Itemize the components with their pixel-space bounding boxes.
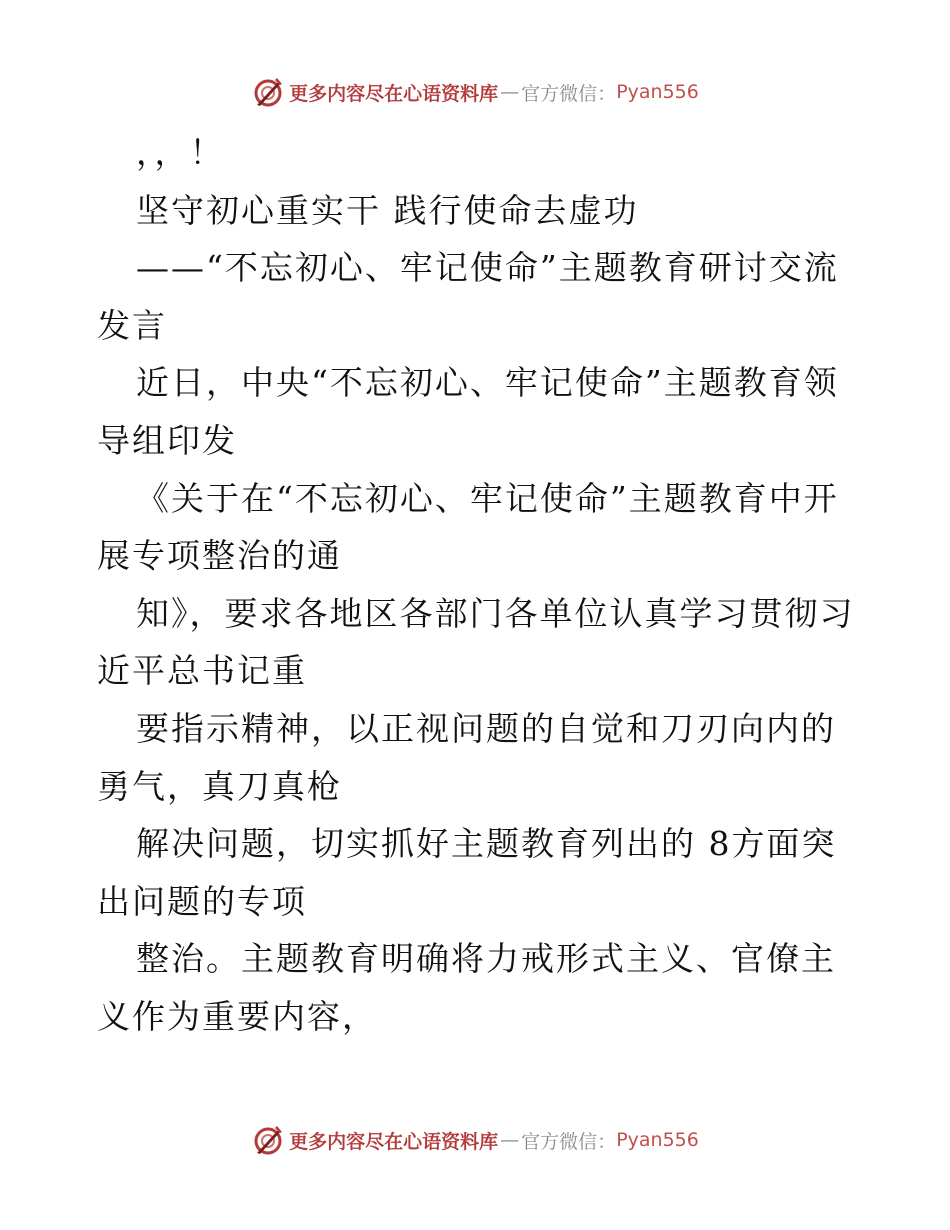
footer-wechat-id: Pyan556 [616,1129,699,1151]
paragraph: 近日，中央“不忘初心、牢记使命”主题教育领导组印发 [97,363,839,460]
footer-wechat-label: 官方微信： [521,1130,617,1153]
header-site-text: 更多内容尽在心语资料库 [289,82,499,105]
header-separator: — [500,81,520,103]
paragraph: ，，！ [136,133,225,172]
footer-site-text: 更多内容尽在心语资料库 [289,1130,499,1153]
footer-banner [0,1120,950,1160]
document-subtitle: ——“不忘初心、牢记使命”主题教育研讨交流发言 [97,248,839,345]
quill-pen-circle-icon [251,1123,285,1157]
paragraph: 解决问题，切实抓好主题教育列出的 8方面突出问题的专项 [97,824,837,921]
paragraph: 《关于在“不忘初心、牢记使命”主题教育中开展专项整治的通 [97,478,839,576]
quill-pen-circle-icon [251,75,285,109]
header-wechat-id: Pyan556 [616,81,699,103]
document-body [97,124,857,1046]
paragraph: 要指示精神，以正视问题的自觉和刀刃向内的勇气，真刀真枪 [97,708,836,806]
header-wechat-label: 官方微信： [521,82,617,105]
header-banner [0,72,950,112]
paragraph: 知》，要求各地区各部门各单位认真学习贯彻习近平总书记重 [97,593,855,691]
document-title: 坚守初心重实干 践行使命去虚功 [136,190,639,230]
paragraph: 整治。主题教育明确将力戒形式主义、官僚主义作为重要内容， [97,939,836,1036]
footer-separator: — [500,1129,520,1151]
